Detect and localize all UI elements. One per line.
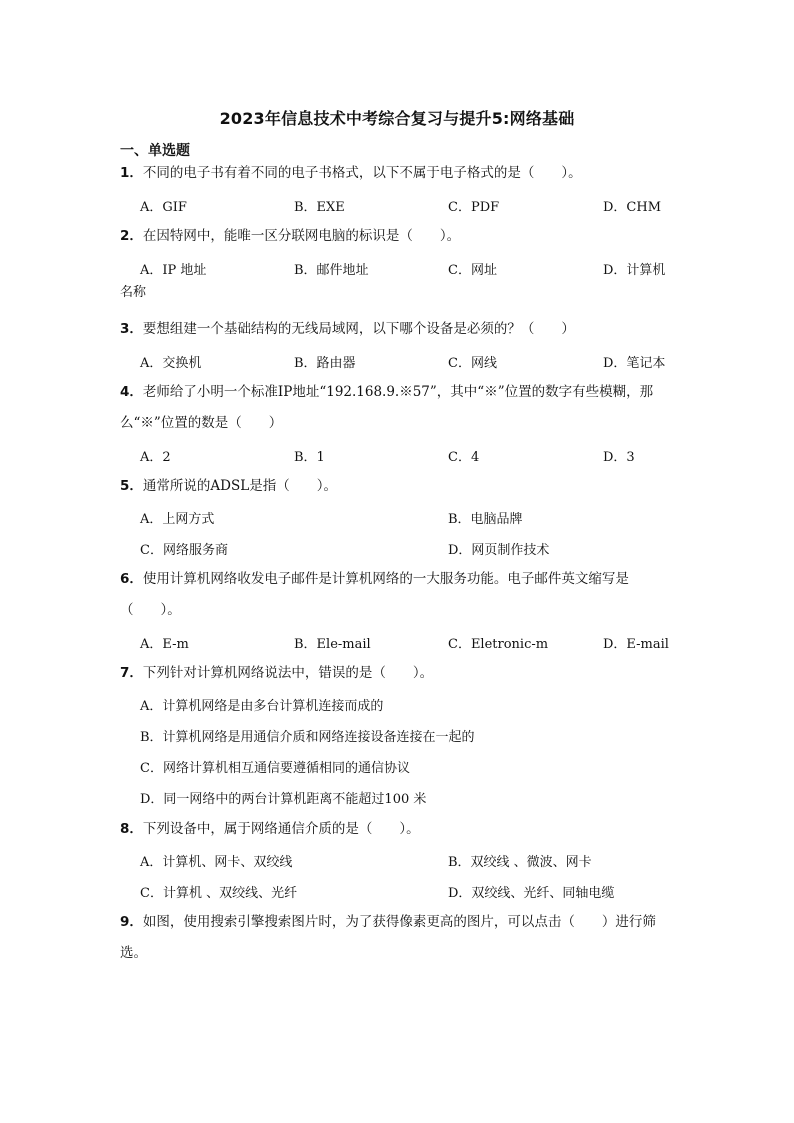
- option-c: C．网线: [448, 356, 497, 371]
- question-9: [120, 907, 676, 969]
- option-a: A．GIF: [140, 200, 187, 215]
- question-number: 8．: [120, 821, 143, 837]
- option-b: B．双绞线 、微波、网卡: [448, 855, 592, 870]
- question-2-options: [140, 259, 680, 279]
- option-d: D．计算机: [603, 263, 666, 278]
- question-number: 5．: [120, 478, 143, 494]
- question-text: 通常所说的ADSL是指（ ）。: [142, 478, 337, 494]
- question-5-options-row2: [140, 539, 680, 559]
- option-b: B．路由器: [294, 356, 356, 371]
- question-text: 如图，使用搜索引擎搜索图片时，为了获得像素更高的图片，可以点击（ ）进行筛选。: [120, 914, 656, 961]
- option-a: A．2: [140, 450, 171, 465]
- question-8: [120, 814, 676, 845]
- option-d: D．网页制作技术: [448, 543, 550, 558]
- option-b: B．Ele-mail: [294, 637, 371, 652]
- question-3: [120, 314, 676, 345]
- option-c: C．网络计算机相互通信要遵循相同的通信协议: [140, 761, 410, 776]
- option-c: C．网址: [448, 263, 497, 278]
- question-number: 3．: [120, 321, 143, 337]
- option-c: C．4: [448, 450, 480, 465]
- question-text: 使用计算机网络收发电子邮件是计算机网络的一大服务功能。电子邮件英文缩写是（ ）。: [120, 571, 629, 618]
- question-number: 6．: [120, 571, 143, 587]
- question-text: 老师给了小明一个标准IP地址“192.168.9.※57”，其中“※”位置的数字有些模糊，那么“※”位置的数是（ ）: [120, 384, 654, 431]
- question-text: 要想组建一个基础结构的无线局域网，以下哪个设备是必须的？（ ）: [142, 321, 575, 337]
- option-c: C．网络服务商: [140, 543, 228, 558]
- option-a: A．交换机: [140, 356, 202, 371]
- question-number: 1．: [120, 165, 143, 181]
- question-4: [120, 377, 676, 439]
- question-6-options: [140, 633, 680, 653]
- option-c: C．Eletronic-m: [448, 637, 549, 652]
- page-title: 2023年信息技术中考综合复习与提升5:网络基础: [219, 109, 575, 128]
- option-b: B．邮件地址: [294, 263, 369, 278]
- option-b: B．1: [294, 450, 325, 465]
- option-a: A．上网方式: [140, 512, 215, 527]
- question-8-options-row2: [140, 882, 680, 902]
- question-1-options: [140, 196, 680, 216]
- option-c: C．计算机 、双绞线、光纤: [140, 886, 298, 901]
- option-a: A．计算机、网卡、双绞线: [140, 855, 293, 870]
- question-1: [120, 158, 676, 189]
- option-d: D．同一网络中的两台计算机距离不能超过100 米: [140, 792, 427, 807]
- question-5-options-row1: [140, 508, 680, 528]
- option-b: B．EXE: [294, 200, 345, 215]
- option-d: D．3: [603, 450, 635, 465]
- question-text: 不同的电子书有着不同的电子书格式，以下不属于电子格式的是（ ）。: [142, 165, 582, 181]
- question-number: 7．: [120, 665, 143, 681]
- option-a: A．IP 地址: [140, 263, 207, 278]
- option-d: D．双绞线、光纤、同轴电缆: [448, 886, 615, 901]
- question-text: 在因特网中，能唯一区分联网电脑的标识是（ ）。: [142, 228, 461, 244]
- option-b: B．计算机网络是用通信介质和网络连接设备连接在一起的: [140, 730, 475, 745]
- question-8-options-row1: [140, 851, 680, 871]
- option-d: D．CHM: [603, 200, 662, 215]
- option-a: A．E-m: [140, 637, 189, 652]
- option-d: D．E-mail: [603, 637, 669, 652]
- question-number: 9．: [120, 914, 143, 930]
- option-a: A．计算机网络是由多台计算机连接而成的: [140, 699, 384, 714]
- question-6: [120, 564, 676, 626]
- option-b: B．电脑品牌: [448, 512, 523, 527]
- question-3-options: [140, 352, 680, 372]
- question-4-options: [140, 446, 680, 466]
- question-number: 4．: [120, 384, 143, 400]
- question-7: [120, 658, 676, 689]
- question-5: [120, 471, 676, 502]
- question-2: [120, 221, 676, 252]
- option-d-wrap: 名称: [120, 285, 147, 300]
- question-text: 下列针对计算机网络说法中，错误的是（ ）。: [142, 665, 434, 681]
- question-number: 2．: [120, 228, 143, 244]
- section-heading: 一、单选题: [120, 143, 190, 159]
- question-text: 下列设备中，属于网络通信介质的是（ ）。: [142, 821, 420, 837]
- option-d: D．笔记本: [603, 356, 666, 371]
- option-c: C．PDF: [448, 200, 500, 215]
